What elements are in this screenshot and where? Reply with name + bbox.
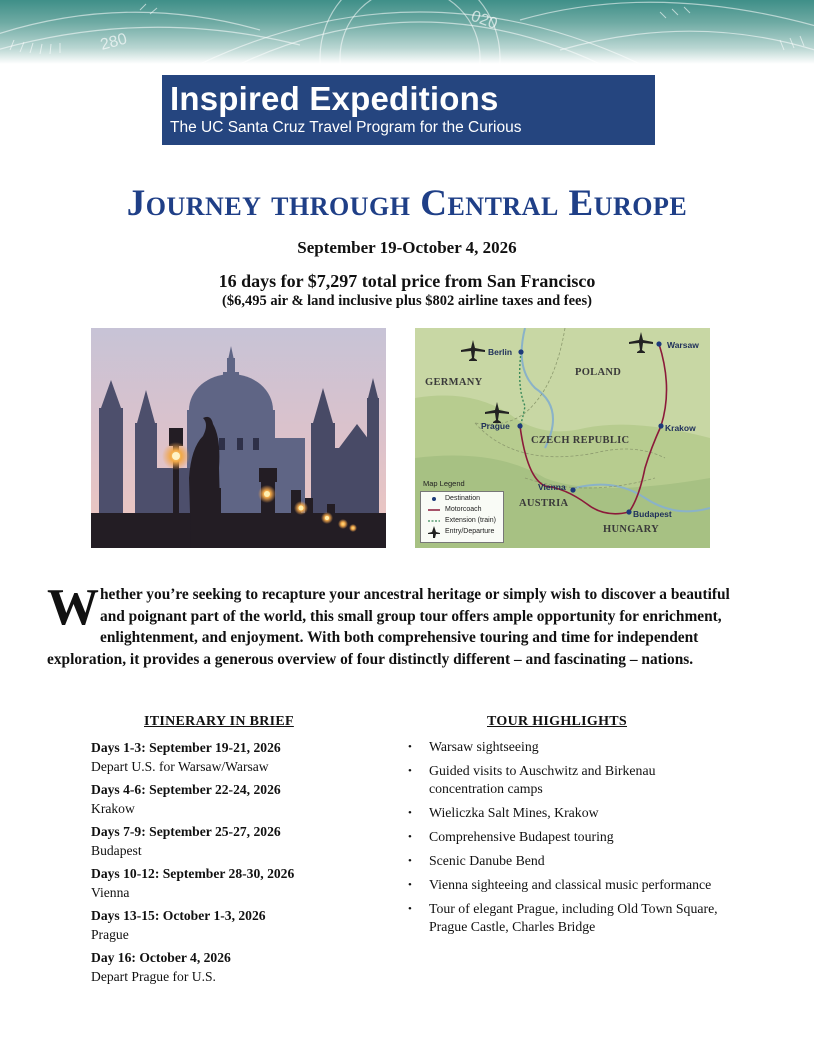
itinerary-place: Depart U.S. for Warsaw/Warsaw xyxy=(91,759,269,774)
bullet-icon: • xyxy=(408,855,412,867)
legend-destination: Destination xyxy=(445,495,481,502)
highlight-item xyxy=(407,828,727,846)
highlight-item xyxy=(407,738,727,756)
itinerary-day: Days 13-15: October 1-3, 2026 xyxy=(91,908,266,923)
itinerary-day: Days 7-9: September 25-27, 2026 xyxy=(91,824,281,839)
itinerary-place: Prague xyxy=(91,927,129,942)
highlight-text: Warsaw sightseeing xyxy=(429,739,539,754)
legend-motorcoach: Motorcoach xyxy=(445,506,482,513)
itinerary-item xyxy=(91,948,391,986)
tour-price-detail: ($6,495 air & land inclusive plus $802 airline taxes and fees) xyxy=(222,293,592,309)
map-city-budapest: Budapest xyxy=(633,509,672,519)
highlights-list xyxy=(407,738,727,942)
itinerary-place: Vienna xyxy=(91,885,130,900)
itinerary-day: Days 10-12: September 28-30, 2026 xyxy=(91,866,295,881)
page-title: Journey through Central Europe xyxy=(126,183,688,224)
map-city-prague: Prague xyxy=(481,421,510,431)
intro-paragraph xyxy=(47,579,757,670)
map-country-germany: GERMANY xyxy=(425,377,483,388)
itinerary-heading: ITINERARY IN BRIEF xyxy=(144,714,294,729)
map-legend xyxy=(420,491,504,543)
brand-subtitle: The UC Santa Cruz Travel Program for the Curious xyxy=(170,119,522,136)
brand-title: Inspired Expeditions xyxy=(170,80,499,117)
itinerary-day: Day 16: October 4, 2026 xyxy=(91,950,231,965)
map-city-warsaw: Warsaw xyxy=(667,340,699,350)
map-country-poland: POLAND xyxy=(575,367,622,378)
map-country-hungary: HUNGARY xyxy=(603,524,659,535)
intro-text: hether you’re seeking to recapture your ancestral heritage or simply wish to discover a beautiful and poignant part of the world, this small group tour offers ample opportunity for enrichment, enlightenment, and enjoyment. With both comprehensive touring and time for independent exploration, it provides a generous overview of four distinctly different – and fascinating – nations. xyxy=(47,586,730,668)
highlight-text: Comprehensive Budapest touring xyxy=(429,829,614,844)
highlight-item xyxy=(407,762,727,798)
map-country-austria: AUSTRIA xyxy=(519,498,569,509)
highlight-text: Wieliczka Salt Mines, Krakow xyxy=(429,805,599,820)
highlight-item xyxy=(407,876,727,894)
dropcap: W xyxy=(47,579,98,636)
highlight-text: Vienna sighteeing and classical music performance xyxy=(429,877,712,892)
bullet-icon: • xyxy=(408,765,412,777)
itinerary-item xyxy=(91,822,391,860)
itinerary-item xyxy=(91,780,391,818)
highlight-item xyxy=(407,852,727,870)
map-city-vienna: Vienna xyxy=(538,482,566,492)
highlights-heading: TOUR HIGHLIGHTS xyxy=(487,714,628,729)
highlight-text: Scenic Danube Bend xyxy=(429,853,545,868)
band-mark-2: 020 xyxy=(468,7,500,33)
band-mark-1: 280 xyxy=(98,30,129,54)
brand-logo xyxy=(162,75,655,145)
itinerary-place: Budapest xyxy=(91,843,142,858)
legend-train: Extension (train) xyxy=(445,517,496,524)
itinerary-item xyxy=(91,906,391,944)
highlight-item xyxy=(407,804,727,822)
map-city-krakow: Krakow xyxy=(665,423,696,433)
highlight-text: Guided visits to Auschwitz and Birkenau concentration camps xyxy=(429,763,656,796)
ornament-graphic xyxy=(0,0,814,64)
itinerary-place: Depart Prague for U.S. xyxy=(91,969,216,984)
bullet-icon: • xyxy=(408,831,412,843)
legend-entry-departure: Entry/Departure xyxy=(445,528,495,535)
tour-dates: September 19-October 4, 2026 xyxy=(297,238,517,257)
itinerary-item xyxy=(91,864,391,902)
route-map xyxy=(415,328,710,548)
itinerary-day: Days 1-3: September 19-21, 2026 xyxy=(91,740,281,755)
itinerary-place: Krakow xyxy=(91,801,135,816)
map-legend-title: Map Legend xyxy=(423,479,465,488)
itinerary-item xyxy=(91,738,391,776)
map-city-berlin: Berlin xyxy=(488,347,513,357)
highlight-item xyxy=(407,900,727,936)
bullet-icon: • xyxy=(408,903,412,915)
itinerary-list xyxy=(91,738,391,990)
tour-price: 16 days for $7,297 total price from San Francisco xyxy=(218,271,596,291)
map-country-czech: CZECH REPUBLIC xyxy=(531,435,630,446)
bullet-icon: • xyxy=(408,807,412,819)
legend-symbols xyxy=(427,492,441,542)
itinerary-day: Days 4-6: September 22-24, 2026 xyxy=(91,782,281,797)
decorative-header-band xyxy=(0,0,814,64)
bullet-icon: • xyxy=(408,879,412,891)
prague-skyline-photo xyxy=(91,328,386,548)
highlight-text: Tour of elegant Prague, including Old Town Square, Prague Castle, Charles Bridge xyxy=(429,901,718,934)
bullet-icon: • xyxy=(408,741,412,753)
